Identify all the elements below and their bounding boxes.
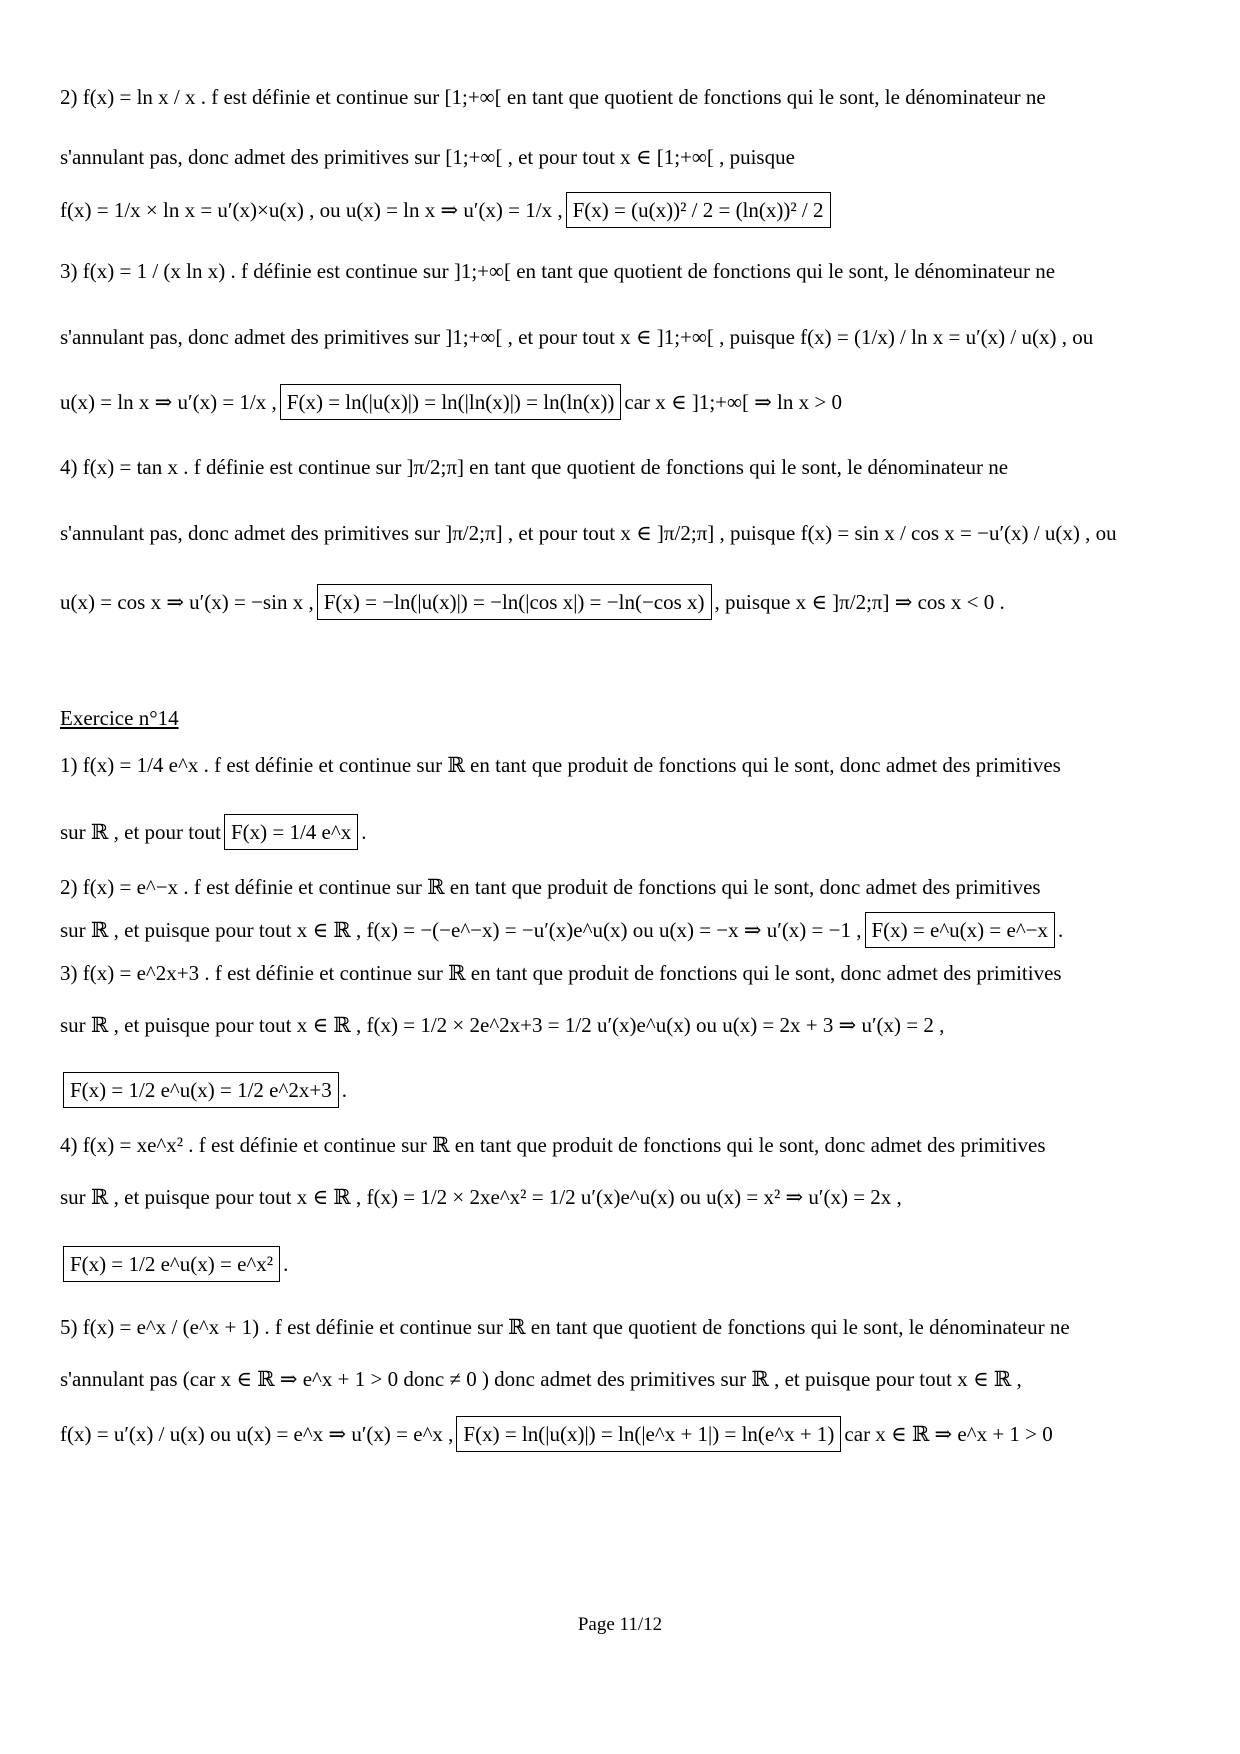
text-line [60,912,1188,948]
text-line: 3) f(x) = 1 / (x ln x) . f définie est continue sur ]1;+∞[ en tant que quotient de fonctions qui le sont, le dénominateur ne [60,259,1056,283]
text-line: 3) f(x) = e^2x+3 . f est définie et continue sur ℝ en tant que produit de fonctions qui le sont, donc admet des primitives [60,961,1062,985]
answer-box: F(x) = −ln(|u(x)|) = −ln(|cos x|) = −ln(−cos x) [317,584,712,620]
text-segment: car x ∈ ℝ ⇒ e^x + 1 > 0 [844,1422,1053,1446]
text-line [60,384,1188,420]
page-number: Page 11/12 [577,1614,663,1635]
text-segment: car x ∈ ]1;+∞[ ⇒ ln x > 0 [624,390,842,414]
text-segment: f(x) = u′(x) / u(x) ou u(x) = e^x ⇒ u′(x) = e^x , [60,1422,454,1446]
text-line: sur ℝ , et puisque pour tout x ∈ ℝ , f(x) = 1/2 × 2e^2x+3 = 1/2 u′(x)e^u(x) ou u(x) = 2x + 3 ⇒ u′(x) = 2 , [60,1013,945,1037]
text-line: 5) f(x) = e^x / (e^x + 1) . f est définie et continue sur ℝ en tant que quotient de fonctions qui le sont, le dénominateur ne [60,1315,1070,1339]
text-line: s'annulant pas, donc admet des primitives sur [1;+∞[ , et pour tout x ∈ [1;+∞[ , puisque [60,145,795,169]
text-segment: . [361,820,367,844]
text-segment: sur ℝ , et pour tout [60,820,221,844]
text-line: 4) f(x) = xe^x² . f est définie et continue sur ℝ en tant que produit de fonctions qui le sont, donc admet des primitives [60,1133,1046,1157]
text-segment: u(x) = ln x ⇒ u′(x) = 1/x , [60,390,277,414]
text-line: 2) f(x) = ln x / x . f est définie et continue sur [1;+∞[ en tant que quotient de fonctions qui le sont, le dénominateur ne [60,85,1046,109]
text-line: sur ℝ , et puisque pour tout x ∈ ℝ , f(x) = 1/2 × 2xe^x² = 1/2 u′(x)e^u(x) ou u(x) = x² ⇒ u′(x) = 2x , [60,1185,902,1209]
text-segment: u(x) = cos x ⇒ u′(x) = −sin x , [60,590,314,614]
answer-box: F(x) = 1/2 e^u(x) = 1/2 e^2x+3 [63,1072,339,1108]
text-line [60,1246,1188,1282]
text-line [60,192,1188,228]
text-segment: , puisque x ∈ ]π/2;π] ⇒ cos x < 0 . [714,590,1005,614]
text-segment: f(x) = 1/x × ln x = u′(x)×u(x) , ou u(x) = ln x ⇒ u′(x) = 1/x , [60,198,563,222]
text-line [60,1416,1188,1452]
answer-box: F(x) = e^u(x) = e^−x [865,912,1056,948]
text-segment: . [1058,918,1064,942]
text-line: 1) f(x) = 1/4 e^x . f est définie et continue sur ℝ en tant que produit de fonctions qui le sont, donc admet des primitives [60,753,1061,777]
exercise-heading: Exercice n°14 [60,706,179,730]
text-segment: . [283,1252,289,1276]
text-line [60,814,1188,850]
answer-box: F(x) = 1/4 e^x [224,814,358,850]
text-line: s'annulant pas, donc admet des primitives sur ]1;+∞[ , et pour tout x ∈ ]1;+∞[ , puisque f(x) = (1/x) / ln x = u′(x) / u(x) , ou [60,325,1094,349]
text-segment: sur ℝ , et puisque pour tout x ∈ ℝ , f(x) = −(−e^−x) = −u′(x)e^u(x) ou u(x) = −x ⇒ u′(x) = −1 , [60,918,862,942]
answer-box: F(x) = (u(x))² / 2 = (ln(x))² / 2 [566,192,831,228]
text-line [60,584,1188,620]
text-line: s'annulant pas, donc admet des primitives sur ]π/2;π] , et pour tout x ∈ ]π/2;π] , puisque f(x) = sin x / cos x = −u′(x) / u(x) , ou [60,521,1117,545]
text-line: 2) f(x) = e^−x . f est définie et continue sur ℝ en tant que produit de fonctions qui le sont, donc admet des primitives [60,875,1041,899]
answer-box: F(x) = 1/2 e^u(x) = e^x² [63,1246,280,1282]
text-line: 4) f(x) = tan x . f définie est continue sur ]π/2;π] en tant que quotient de fonctions qui le sont, le dénominateur ne [60,455,1009,479]
answer-box: F(x) = ln(|u(x)|) = ln(|ln(x)|) = ln(ln(x)) [280,384,622,420]
text-line: s'annulant pas (car x ∈ ℝ ⇒ e^x + 1 > 0 donc ≠ 0 ) donc admet des primitives sur ℝ , et puisque pour tout x ∈ ℝ , [60,1367,1022,1391]
answer-box: F(x) = ln(|u(x)|) = ln(|e^x + 1|) = ln(e^x + 1) [456,1416,841,1452]
text-line [60,1072,1188,1108]
text-segment: . [341,1078,347,1102]
